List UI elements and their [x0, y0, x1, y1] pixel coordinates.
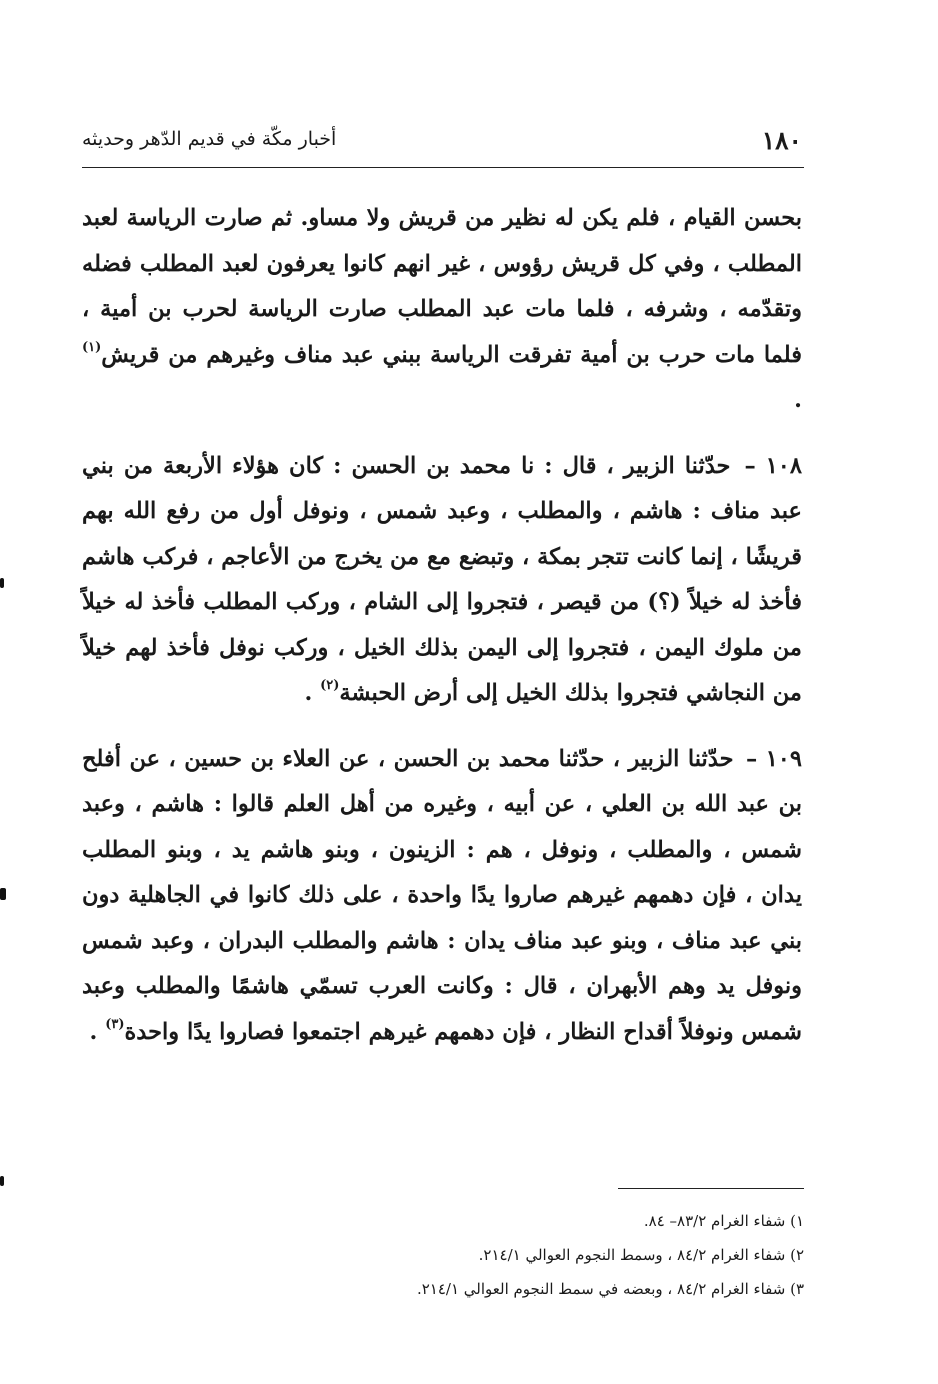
footnote-3: ٣) شفاء الغرام ٨٤/٢ ، وبعضه في سمط النجوم العوالي ٢١٤/١.: [416, 1280, 804, 1298]
book-title: أخبار مكّة في قديم الدّهر وحديثه: [82, 128, 337, 150]
paragraph-109: [82, 737, 802, 1056]
footnote-1: ١) شفاء الغرام ٨٣/٢– ٨٤.: [643, 1212, 804, 1230]
running-header: [82, 118, 802, 162]
paragraph-ending: .: [794, 387, 802, 413]
paragraph-ending: .: [89, 1018, 106, 1045]
header-rule: [82, 167, 804, 168]
paragraph-108: [82, 444, 802, 717]
footnote-ref-1: (١): [82, 339, 102, 355]
paragraph-number: ١٠٨ –: [744, 452, 802, 479]
scan-artifact-mark: [0, 888, 6, 900]
scan-artifact-mark: [0, 578, 4, 588]
paragraph-continuation: [82, 196, 802, 424]
main-text: [82, 196, 802, 1055]
footnotes: [82, 1204, 804, 1306]
footnote-rule: [618, 1188, 804, 1189]
footnote-ref-2: (٢): [320, 678, 340, 693]
paragraph-number: ١٠٩ –: [746, 745, 802, 772]
footnote-ref-3: (٣): [105, 1016, 125, 1032]
scan-artifact-mark: [0, 1176, 4, 1186]
paragraph-ending: .: [304, 680, 321, 706]
paragraph-text: بحسن القيام ، فلم يكن له نظير من قريش ولا مساو. ثم صارت الرياسة لعبد المطلب ، وفي كل قريش رؤوس ، غير انهم كانوا يعرفون لعبد المطلب فضله وتقدّمه ، وشرفه ، فلما مات عبد المطلب صارت الرياسة لحرب بن أمية ، فلما مات حرب بن أمية تفرقت الرياسة ببني عبد مناف وغيرهم من قريش: [82, 205, 802, 368]
paragraph-text: حدّثنا الزبير ، قال : نا محمد بن الحسن : كان هؤلاء الأربعة من بني عبد مناف : هاشم ، والمطلب ، وعبد شمس ، ونوفل أول من رفع الله بهم قريشًا ، إنما كانت تتجر بمكة ، وتبضع مع من يخرج من الأعاجم ، فركب هاشم فأخذ له خيلاً (؟) من قيصر ، فتجروا إلى الشام ، وركب المطلب فأخذ له خيلاً من ملوك اليمن ، فتجروا إلى اليمن بذلك الخيل ، وركب نوفل فأخذ لهم خيلاً من النجاشي فتجروا بذلك الخيل إلى أرض الحبشة: [82, 452, 802, 706]
footnote-2: ٢) شفاء الغرام ٨٤/٢ ، وسمط النجوم العوالي ٢١٤/١.: [478, 1246, 804, 1264]
page-number: ١٨٠: [761, 126, 802, 155]
paragraph-text: حدّثنا الزبير ، حدّثنا محمد بن الحسن ، عن العلاء بن حسين ، عن أفلح بن عبد الله بن العلي ، عن أبيه ، وغيره من أهل العلم قالوا : هاشم ، وعبد شمس ، والمطلب ، ونوفل ، هم : الزينون ، وبنو هاشم يد ، وبنو المطلب يدان ، فإن دهمهم غيرهم صاروا يدًا واحدة ، على ذلك كانوا في الجاهلية دون بني عبد مناف ، وبنو عبد مناف يدان : هاشم والمطلب البدران ، وعبد شمس ونوفل يد وهم الأبهران ، قال : وكانت العرب تسمّي هاشمًا والمطلب وعبد شمس ونوفلاً أقداح النظار ، فإن دهمهم غيرهم اجتمعوا فصاروا يدًا واحدة: [82, 745, 802, 1045]
